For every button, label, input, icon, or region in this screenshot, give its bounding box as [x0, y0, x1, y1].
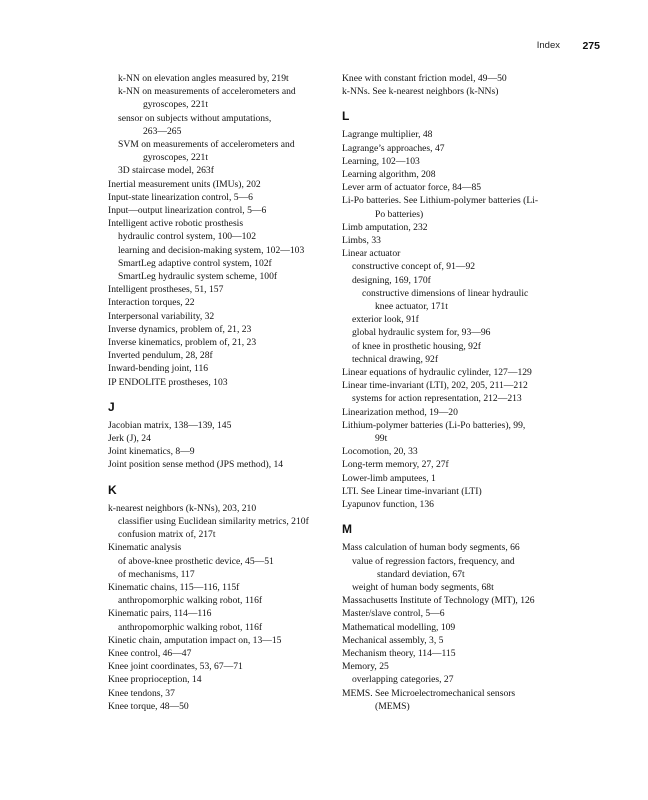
index-entry: Lithium-polymer batteries (Li-Po batteries), 99, [342, 419, 526, 431]
section-heading-j: J [108, 399, 115, 414]
section-heading-k: K [108, 482, 117, 497]
index-entry: Jerk (J), 24 [108, 433, 151, 445]
index-entry: Linearization method, 19—20 [342, 406, 458, 418]
index-subentry: SVM on measurements of accelerometers and [118, 139, 295, 151]
index-continuation: standard deviation, 67t [377, 568, 465, 580]
index-entry: Massachusetts Institute of Technology (MIT), 126 [342, 595, 535, 607]
index-column-right [342, 72, 574, 713]
index-entry: Li-Po batteries. See Lithium-polymer batteries (Li- [342, 195, 539, 207]
index-entry: Master/slave control, 5—6 [342, 608, 445, 620]
section-heading-m: M [342, 522, 352, 537]
index-entry: Linear actuator [342, 248, 401, 260]
index-subentry: exterior look, 91f [352, 314, 419, 326]
page-number: 275 [582, 40, 600, 52]
index-subentry: constructive concept of, 91—92 [352, 261, 476, 273]
index-continuation: knee actuator, 171t [375, 301, 448, 313]
index-entry: Inverse dynamics, problem of, 21, 23 [108, 323, 252, 335]
index-continuation: (MEMS) [375, 700, 410, 712]
index-entry: Lyapunov function, 136 [342, 499, 434, 511]
index-continuation: 99t [375, 433, 388, 445]
index-entry: Mechanical assembly, 3, 5 [342, 634, 444, 646]
index-entry: Linear equations of hydraulic cylinder, 127—129 [342, 367, 532, 379]
index-entry: Input-state linearization control, 5—6 [108, 191, 253, 203]
index-entry: Knee torque, 48—50 [108, 700, 189, 712]
index-entry: Learning algorithm, 208 [342, 169, 436, 181]
index-entry: Long-term memory, 27, 27f [342, 459, 449, 471]
index-entry: Knee joint coordinates, 53, 67—71 [108, 661, 243, 673]
index-entry: Lower-limb amputees, 1 [342, 472, 436, 484]
index-subentry: SmartLeg hydraulic system scheme, 100f [118, 271, 278, 283]
index-subentry: of above-knee prosthetic device, 45—51 [118, 555, 274, 567]
index-entry: Intelligent active robotic prosthesis [108, 218, 244, 230]
header-title: Index [536, 40, 560, 51]
index-subentry: anthropomorphic walking robot, 116f [118, 595, 263, 607]
index-entry: Jacobian matrix, 138—139, 145 [108, 419, 232, 431]
index-entry: Knee with constant friction model, 49—50 [342, 73, 507, 84]
index-entry: Locomotion, 20, 33 [342, 446, 418, 458]
index-subentry: of mechanisms, 117 [118, 568, 195, 580]
index-column-left [108, 72, 330, 713]
index-entry: LTI. See Linear time-invariant (LTI) [342, 485, 482, 497]
running-header [0, 40, 600, 54]
index-subentry: hydraulic control system, 100—102 [118, 231, 257, 243]
index-continuation: Po batteries) [375, 208, 424, 220]
index-entry: Limbs, 33 [342, 235, 381, 247]
index-entry: Mechanism theory, 114—115 [342, 647, 456, 659]
index-entry: Inverse kinematics, problem of, 21, 23 [108, 337, 257, 349]
index-entry: Inertial measurement units (IMUs), 202 [108, 178, 261, 190]
index-subentry: of knee in prosthetic housing, 92f [352, 340, 481, 352]
index-subentry: designing, 169, 170f [352, 274, 431, 286]
index-continuation: gyroscopes, 221t [143, 99, 209, 111]
index-entry: k-NNs. See k-nearest neighbors (k-NNs) [342, 86, 499, 98]
index-entry: Kinetic chain, amputation impact on, 13—15 [108, 634, 282, 646]
index-continuation: gyroscopes, 221t [143, 152, 209, 164]
index-entry: Linear time-invariant (LTI), 202, 205, 211—212 [342, 380, 528, 392]
index-entry: Lever arm of actuator force, 84—85 [342, 182, 482, 194]
index-entry: Learning, 102—103 [342, 155, 420, 167]
index-entry: Inverted pendulum, 28, 28f [108, 350, 213, 362]
index-subentry: confusion matrix of, 217t [118, 529, 216, 541]
index-subentry: technical drawing, 92f [352, 353, 439, 365]
index-subentry: overlapping categories, 27 [352, 674, 454, 686]
index-subentry: weight of human body segments, 68t [352, 581, 494, 593]
index-entry: Knee proprioception, 14 [108, 674, 202, 686]
index-entry: Limb amputation, 232 [342, 221, 428, 233]
index-entry: Joint kinematics, 8—9 [108, 446, 195, 458]
index-entry: MEMS. See Microelectromechanical sensors [342, 687, 516, 699]
index-subsubentry: constructive dimensions of linear hydraulic [362, 287, 529, 299]
index-entry: Lagrange’s approaches, 47 [342, 142, 445, 154]
index-entry: Intelligent prostheses, 51, 157 [108, 284, 224, 296]
index-entry: Lagrange multiplier, 48 [342, 129, 433, 141]
index-entry: Kinematic chains, 115—116, 115f [108, 581, 240, 593]
index-subentry: value of regression factors, frequency, and [352, 555, 515, 567]
index-entry: Mathematical modelling, 109 [342, 621, 456, 633]
index-entry: Kinematic pairs, 114—116 [108, 608, 212, 620]
index-entry: Input—output linearization control, 5—6 [108, 205, 267, 217]
index-entry: Inward-bending joint, 116 [108, 363, 209, 375]
index-entry: IP ENDOLITE prostheses, 103 [108, 376, 228, 388]
section-heading-l: L [342, 109, 350, 124]
index-entry: Mass calculation of human body segments, 66 [342, 542, 520, 554]
index-subentry: k-NN on measurements of accelerometers and [118, 86, 296, 98]
index-subentry: SmartLeg adaptive control system, 102f [118, 257, 272, 269]
index-entry: Interpersonal variability, 32 [108, 310, 215, 322]
index-entry: Knee tendons, 37 [108, 687, 175, 699]
index-subentry: global hydraulic system for, 93—96 [352, 327, 491, 339]
index-subentry: sensor on subjects without amputations, [118, 112, 272, 124]
index-entry: k-nearest neighbors (k-NNs), 203, 210 [108, 502, 257, 514]
index-entry: Joint position sense method (JPS method), 14 [108, 459, 284, 471]
index-continuation: 263—265 [143, 125, 182, 137]
index-entry: Interaction torques, 22 [108, 297, 195, 309]
index-subentry: systems for action representation, 212—213 [352, 393, 522, 405]
index-entry: Memory, 25 [342, 661, 389, 673]
index-subentry: classifier using Euclidean similarity metrics, 210f [118, 515, 309, 527]
index-subentry: k-NN on elevation angles measured by, 219t [118, 73, 289, 84]
index-subentry: 3D staircase model, 263f [118, 165, 214, 177]
index-subentry: anthropomorphic walking robot, 116f [118, 621, 263, 633]
index-entry: Kinematic analysis [108, 542, 182, 554]
index-entry: Knee control, 46—47 [108, 647, 192, 659]
index-subentry: learning and decision-making system, 102—103 [118, 244, 305, 256]
